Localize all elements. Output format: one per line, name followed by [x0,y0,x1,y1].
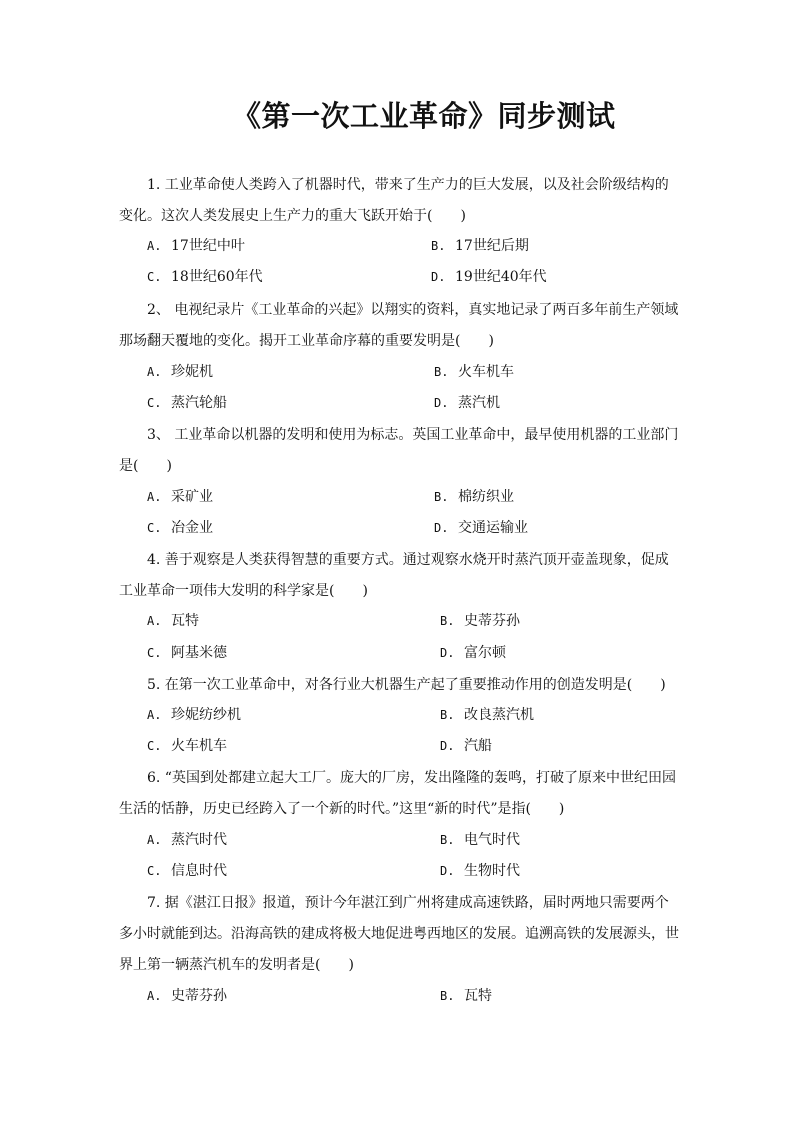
q5-option-a: A. 珍妮纺纱机 [147,707,241,723]
q3-option-b: B. 棉纺织业 [434,489,514,505]
q4-option-c: C. 阿基米德 [147,645,227,661]
q3-option-d: D. 交通运输业 [434,520,528,536]
q5-option-d: D. 汽船 [440,738,492,754]
question-4-stem: 4. 善于观察是人类获得智慧的重要方式。通过观察水烧开时蒸汽顶开壶盖现象，促成工业革命一项伟大发明的科学家是( ) [119,552,669,599]
question-2-stem: 2、 电视纪录片《工业革命的兴起》以翔实的资料，真实地记录了两百多年前生产领域那场翻天覆地的变化。揭开工业革命序幕的重要发明是( ) [119,302,679,349]
q6-option-d: D. 生物时代 [440,863,520,879]
q2-option-b: B. 火车机车 [434,364,514,380]
q5-option-b: B. 改良蒸汽机 [440,707,534,723]
q3-option-a: A. 采矿业 [147,489,213,505]
q7-option-a: A. 史蒂芬孙 [147,988,227,1004]
q3-option-c: C. 冶金业 [147,520,213,536]
q2-option-a: A. 珍妮机 [147,364,213,380]
q6-option-a: A. 蒸汽时代 [147,832,227,848]
question-1-stem: 1. 工业革命使人类跨入了机器时代，带来了生产力的巨大发展，以及社会阶级结构的变化。这次人类发展史上生产力的重大飞跃开始于( ) [119,177,669,224]
q6-option-c: C. 信息时代 [147,863,227,879]
q2-option-c: C. 蒸汽轮船 [147,395,227,411]
question-7-stem: 7. 据《湛江日报》报道，预计今年湛江到广州将建成高速铁路，届时两地只需要两个多小时就能到达。沿海高铁的建成将极大地促进粤西地区的发展。追溯高铁的发展源头，世界上第一辆蒸汽机车的发明者是( ) [119,895,679,973]
q1-option-d: D. 19世纪40年代 [431,269,547,285]
q6-option-b: B. 电气时代 [440,832,520,848]
q7-option-b: B. 瓦特 [440,988,492,1004]
question-3-stem: 3、 工业革命以机器的发明和使用为标志。英国工业革命中，最早使用机器的工业部门是( ) [119,427,679,474]
q1-option-c: C. 18世纪60年代 [147,269,263,285]
q1-option-b: B. 17世纪后期 [431,238,529,254]
question-6-stem: 6. “英国到处都建立起大工厂。庞大的厂房，发出隆隆的轰鸣，打破了原来中世纪田园生活的恬静，历史已经跨入了一个新的时代。”这里“新的时代”是指( ) [119,770,676,817]
q1-option-a: A. 17世纪中叶 [147,238,245,254]
q2-option-d: D. 蒸汽机 [434,395,500,411]
q5-option-c: C. 火车机车 [147,738,227,754]
document-title: 《第一次工业革命》同步测试 [232,99,616,133]
q4-option-a: A. 瓦特 [147,613,199,629]
q4-option-d: D. 富尔顿 [440,645,506,661]
q4-option-b: B. 史蒂芬孙 [440,613,520,629]
question-5-stem: 5. 在第一次工业革命中，对各行业大机器生产起了重要推动作用的创造发明是( ) [147,677,666,693]
